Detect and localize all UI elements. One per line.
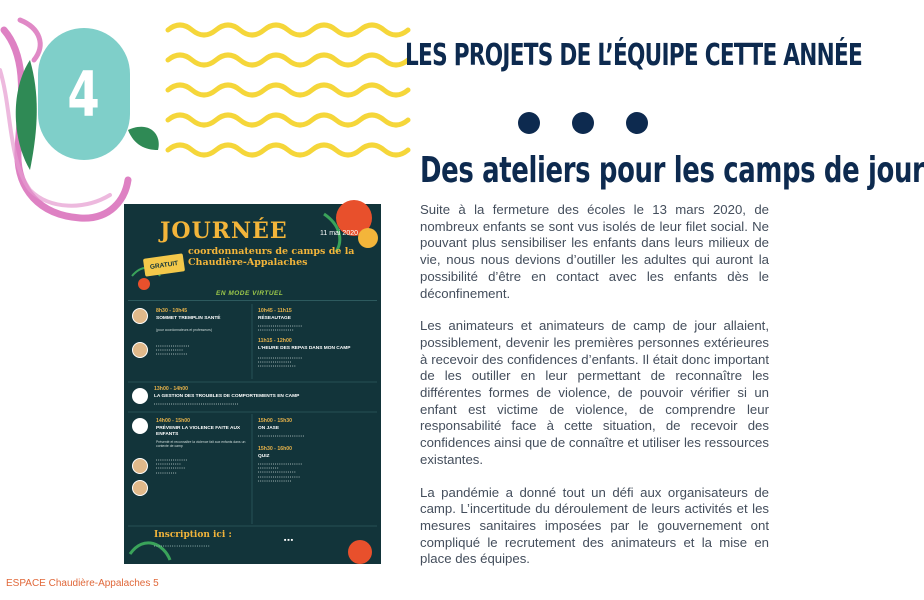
body-text <box>420 202 769 584</box>
espace-logo <box>132 418 148 434</box>
section-subtitle: Des ateliers pour les camps de jour <box>420 150 924 191</box>
session-title: PRÉVENIR LA VIOLENCE FAITE AUX ENFANTS <box>156 426 241 437</box>
session-title: LA GESTION DES TROUBLES DE COMPORTEMENTS EN CAMP <box>154 394 300 399</box>
session-details: • • • • • • • • • • • • • • • • • • • • • • • • • • • • • • • • • • • • • • • • • • • • • • • • • • • • • • • <box>258 356 302 369</box>
paragraph: La pandémie a donné tout un défi aux organisateurs de camp. L’incertitude du déroulement de leurs activités et les mesures sanitaires imposées par le gouvernement ont compliqué le recrutement des animateurs et la mise en place des équipes. <box>420 484 769 567</box>
session-note: Présenté et reconnaître la violence fait aux enfants dans un contexte de camp <box>156 440 246 449</box>
dot <box>572 112 594 134</box>
session-details: • • • • • • • • • • • • • • • • • • • • • • • • • • • • • • • • • • • • • • <box>258 324 302 333</box>
session-title: QUIZ <box>258 454 270 459</box>
poster-flower-small <box>138 278 150 290</box>
poster-flower-yellow <box>358 228 378 248</box>
event-poster <box>124 204 381 564</box>
partner-logo <box>132 388 148 404</box>
yellow-wave-lines <box>168 25 408 155</box>
session-time: 15h00 - 15h30 <box>258 418 293 424</box>
poster-title: JOURNÉE <box>160 218 288 244</box>
session-details: • • • • • • • • • • • • • • • • • • • • • • • • • • • • • • • • • • • • • • • • • • • • <box>156 344 190 357</box>
dot <box>626 112 648 134</box>
session-title: SOMMET TREMPLIN SANTÉ <box>156 316 221 321</box>
paragraph: Suite à la fermeture des écoles le 13 mars 2020, de nombreux enfants se sont vus isolés de leur filet social. Ne pouvant plus sensibiliser les enfants dans leurs milieux de vie, nous nous devions d’outiller les adultes qui auront la possibilité d’être en contact avec les enfants dès le déconfinement. <box>420 202 769 301</box>
section-number-badge <box>38 28 130 160</box>
poster-divider <box>128 300 377 301</box>
session-time: 13h00 - 14h00 <box>154 386 189 392</box>
speaker-avatar <box>132 458 148 474</box>
session-title: RÉSEAUTAGE <box>258 316 291 321</box>
session-time: 10h45 - 11h15 <box>258 308 292 314</box>
poster-inscription-label: Inscription ici : <box>154 530 232 540</box>
session-details: • • • • • • • • • • • • • • • • • • • • • • • • • • • • • • • • • • • • • • • • <box>154 402 239 406</box>
green-leaf <box>128 127 159 150</box>
session-time: 8h30 - 10h45 <box>156 308 188 314</box>
session-title: L’HEURE DES REPAS DANS MON CAMP <box>258 346 351 351</box>
poster-date: 11 mai 2020 <box>320 230 359 237</box>
poster-inscription-link[interactable]: • • • • • • • • • • • • • • • • • • • • • • • • • <box>154 544 210 548</box>
partner-logos: ■ ■ ■ <box>284 538 293 542</box>
session-title: ON JASE <box>258 426 280 431</box>
session-details: • • • • • • • • • • • • • • • • • • • • • • • • • • • • • • • • • • • • • • • • • • • • • • • • • • • <box>156 458 187 475</box>
session-note: (pour coordonnateurs et professeurs) <box>156 328 212 332</box>
poster-free-badge: GRATUIT <box>143 253 185 276</box>
paragraph: Les animateurs et animateurs de camp de jour allaient, possiblement, devenir les premières personnes extérieures à recevoir des confidences d’enfants. Il était donc important de les outiller en leur permettant de reconnaître les différentes formes de violence, de pouvoir vérifier si un enfant est victime de violence, de comprendre leur responsabilité face à cette situation, de recevoir des confidences ainsi que de connaître et utiliser les ressources existantes. <box>420 318 769 467</box>
poster-mode: EN MODE VIRTUEL <box>216 290 284 297</box>
page-footer: ESPACE Chaudière-Appalaches 5 <box>6 578 159 589</box>
session-details: • • • • • • • • • • • • • • • • • • • • • • <box>258 434 304 438</box>
session-time: 15h30 - 16h00 <box>258 446 293 452</box>
session-details: • • • • • • • • • • • • • • • • • • • • • • • • • • • • • • • • • • • • • • • • • • • • • • • • • • • • • • • • • • • • • • • • • • • • • • • • • • • • • • • • • • • • • <box>258 462 302 483</box>
section-number: 4 <box>67 57 101 131</box>
pink-brush-stroke <box>20 20 40 60</box>
dot <box>518 112 540 134</box>
poster-subtitle: coordonnateurs de camps de la Chaudière-Appalaches <box>188 246 355 268</box>
session-time: 11h15 - 12h00 <box>258 338 292 344</box>
speaker-avatar <box>132 308 148 324</box>
page-title: LES PROJETS DE L’ÉQUIPE CETTE ANNÉE <box>405 38 863 73</box>
speaker-avatar <box>132 342 148 358</box>
session-time: 14h00 - 15h00 <box>156 418 191 424</box>
decorative-dots <box>518 112 648 136</box>
speaker-avatar <box>132 480 148 496</box>
